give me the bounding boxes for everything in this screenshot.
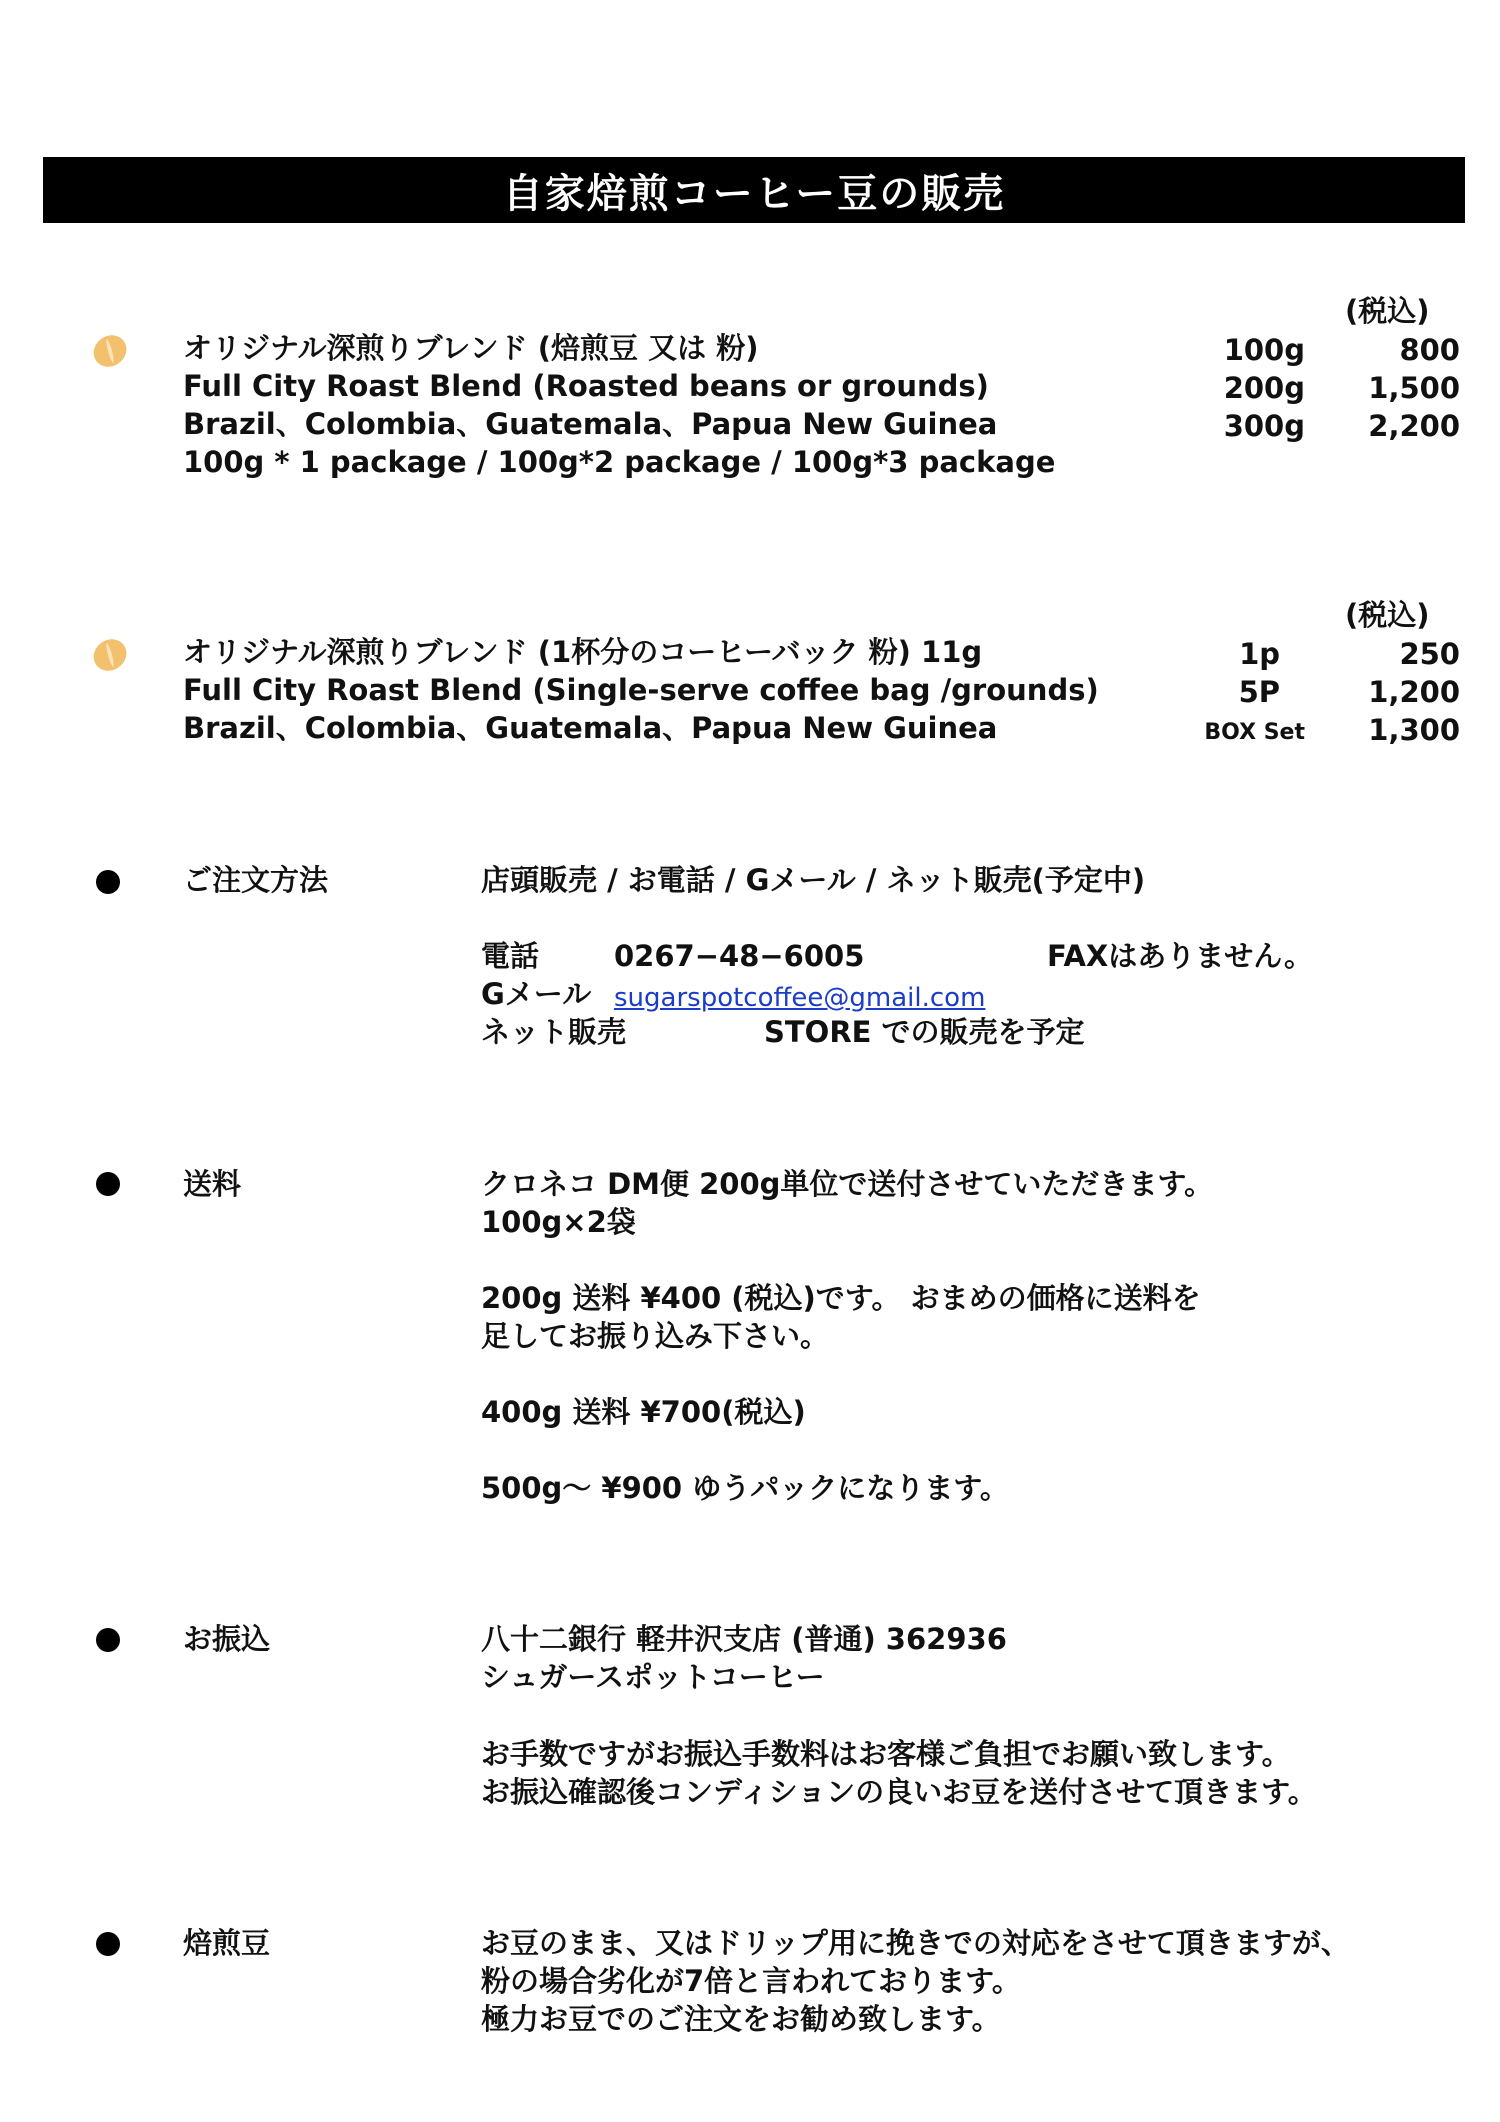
bullet-icon	[96, 1932, 120, 1956]
coffee-bean-icon	[87, 633, 132, 677]
payment-line-2: シュガースポットコーヒー	[481, 1660, 825, 1694]
order-methods: 店頭販売 / お電話 / Gメール / ネット販売(予定中)	[481, 863, 1146, 897]
shipping-label: 送料	[183, 1167, 242, 1201]
product2-name-jp: オリジナル深煎りブレンド (1杯分のコーヒーバック 粉) 11g	[183, 635, 983, 669]
product-packages: 100g * 1 package / 100g*2 package / 100g*3 package	[183, 445, 1056, 479]
price-300g: 2,200	[1368, 409, 1460, 443]
shipping-line-5: 400g 送料 ¥700(税込)	[481, 1395, 806, 1429]
size-100g: 100g	[1223, 333, 1305, 367]
product2-origins: Brazil、Colombia、Guatemala、Papua New Guinea	[183, 711, 998, 745]
product-name-en: Full City Roast Blend (Roasted beans or grounds)	[183, 369, 989, 403]
bullet-icon	[96, 870, 120, 894]
payment-line-1: 八十二銀行 軽井沢支店 (普通) 362936	[481, 1622, 1007, 1656]
size-5p: 5P	[1238, 675, 1280, 709]
shipping-line-4: 足してお振り込み下さい。	[481, 1319, 830, 1353]
net-sales-note: STORE での販売を予定	[764, 1015, 1085, 1049]
product-name-jp: オリジナル深煎りブレンド (焙煎豆 又は 粉)	[183, 331, 759, 365]
tax-included-label-2: (税込)	[1345, 598, 1430, 632]
size-1p: 1p	[1239, 637, 1280, 671]
fax-note: FAXはありません。	[1047, 939, 1314, 973]
price-5p: 1,200	[1368, 675, 1460, 709]
shipping-line-6: 500g〜 ¥900 ゆうパックになります。	[481, 1471, 1009, 1505]
size-300g: 300g	[1223, 409, 1305, 443]
payment-label: お振込	[183, 1622, 271, 1656]
price-200g: 1,500	[1368, 371, 1460, 405]
size-200g: 200g	[1223, 371, 1305, 405]
order-label: ご注文方法	[183, 863, 329, 897]
product2-name-en: Full City Roast Blend (Single-serve coffee bag /grounds)	[183, 673, 1099, 707]
price-box-set: 1,300	[1368, 713, 1460, 747]
size-box-set: BOX Set	[1204, 720, 1305, 745]
email-link[interactable]: sugarspotcoffee@gmail.com	[614, 983, 986, 1013]
bullet-icon	[96, 1628, 120, 1652]
phone-number: 0267−48−6005	[614, 939, 865, 973]
product-origins: Brazil、Colombia、Guatemala、Papua New Guinea	[183, 407, 998, 441]
title-bar	[43, 157, 1465, 223]
bullet-icon	[96, 1172, 120, 1196]
shipping-line-2: 100g×2袋	[481, 1205, 636, 1239]
roast-line-2: 粉の場合劣化が7倍と言われております。	[481, 1964, 1021, 1998]
phone-label: 電話	[481, 939, 540, 973]
payment-line-4: お振込確認後コンディションの良いお豆を送付させて頂きます。	[481, 1775, 1317, 1809]
tax-included-label: (税込)	[1345, 294, 1430, 328]
net-sales-label: ネット販売	[481, 1015, 627, 1049]
roast-label: 焙煎豆	[183, 1926, 271, 1960]
coffee-bean-icon	[87, 329, 132, 373]
price-100g: 800	[1399, 333, 1460, 367]
payment-line-3: お手数ですがお振込手数料はお客様ご負担でお願い致します。	[481, 1737, 1291, 1771]
roast-line-1: お豆のまま、又はドリップ用に挽きでの対応をさせて頂きますが、	[481, 1926, 1350, 1960]
page-title: 自家焙煎コーヒー豆の販売	[502, 170, 1006, 217]
shipping-line-1: クロネコ DM便 200g単位で送付させていただきます。	[481, 1167, 1214, 1201]
shipping-line-3: 200g 送料 ¥400 (税込)です。 おまめの価格に送料を	[481, 1281, 1201, 1315]
price-1p: 250	[1399, 637, 1460, 671]
gmail-label: Gメール	[481, 977, 592, 1011]
roast-line-3: 極力お豆でのご注文をお勧め致します。	[481, 2002, 1001, 2036]
